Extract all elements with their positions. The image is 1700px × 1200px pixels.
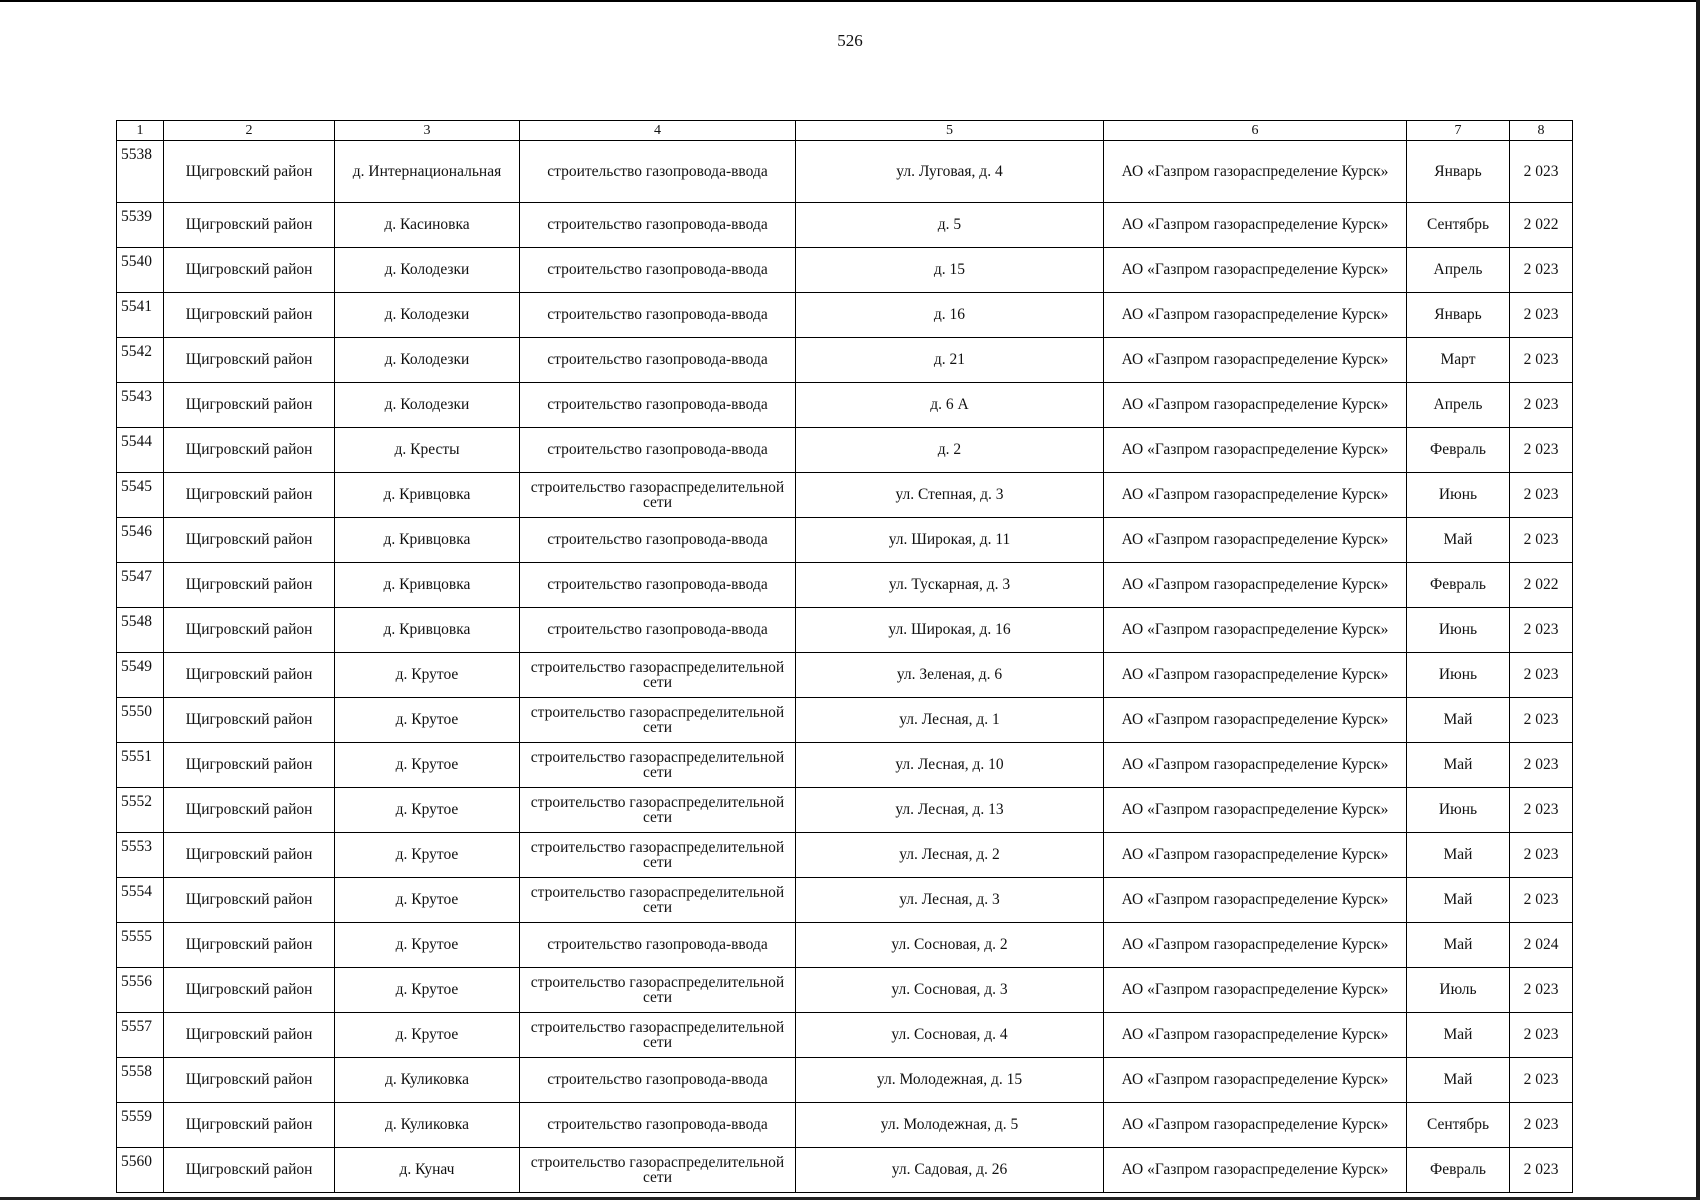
table-row — [117, 141, 1573, 203]
table-row — [117, 743, 1573, 788]
year-cell: 2 023 — [1510, 968, 1573, 1013]
row-number-cell: 5542 — [117, 338, 164, 383]
organization-cell: АО «Газпром газораспределение Курск» — [1104, 1103, 1407, 1148]
organization-cell: АО «Газпром газораспределение Курск» — [1104, 338, 1407, 383]
district-cell: Щигровский район — [164, 1103, 335, 1148]
address-cell: ул. Зеленая, д. 6 — [796, 653, 1104, 698]
month-cell: Февраль — [1407, 563, 1510, 608]
column-header-6: 6 — [1104, 121, 1407, 141]
work-type-cell: строительство газораспределительной сети — [520, 1013, 796, 1058]
table-row — [117, 1148, 1573, 1193]
year-cell: 2 023 — [1510, 518, 1573, 563]
table-row — [117, 338, 1573, 383]
district-cell: Щигровский район — [164, 293, 335, 338]
table-row — [117, 383, 1573, 428]
year-cell: 2 023 — [1510, 338, 1573, 383]
work-type-cell: строительство газораспределительной сети — [520, 968, 796, 1013]
column-header-3: 3 — [335, 121, 520, 141]
year-cell: 2 024 — [1510, 923, 1573, 968]
table-row — [117, 698, 1573, 743]
year-cell: 2 023 — [1510, 1058, 1573, 1103]
settlement-cell: д. Колодезки — [335, 338, 520, 383]
row-number-cell: 5540 — [117, 248, 164, 293]
district-cell: Щигровский район — [164, 428, 335, 473]
settlement-cell: д. Кривцовка — [335, 473, 520, 518]
work-type-cell: строительство газопровода-ввода — [520, 141, 796, 203]
work-type-cell: строительство газопровода-ввода — [520, 1058, 796, 1103]
column-header-1: 1 — [117, 121, 164, 141]
work-type-cell: строительство газопровода-ввода — [520, 293, 796, 338]
row-number-cell: 5558 — [117, 1058, 164, 1103]
district-cell: Щигровский район — [164, 141, 335, 203]
organization-cell: АО «Газпром газораспределение Курск» — [1104, 878, 1407, 923]
row-number-cell: 5550 — [117, 698, 164, 743]
year-cell: 2 023 — [1510, 141, 1573, 203]
address-cell: д. 6 А — [796, 383, 1104, 428]
organization-cell: АО «Газпром газораспределение Курск» — [1104, 473, 1407, 518]
address-cell: ул. Молодежная, д. 15 — [796, 1058, 1104, 1103]
table-row — [117, 293, 1573, 338]
settlement-cell: д. Кривцовка — [335, 563, 520, 608]
year-cell: 2 022 — [1510, 203, 1573, 248]
column-header-8: 8 — [1510, 121, 1573, 141]
settlement-cell: д. Крутое — [335, 923, 520, 968]
address-cell: ул. Лесная, д. 10 — [796, 743, 1104, 788]
month-cell: Июнь — [1407, 788, 1510, 833]
district-cell: Щигровский район — [164, 1148, 335, 1193]
work-type-cell: строительство газораспределительной сети — [520, 1148, 796, 1193]
settlement-cell: д. Кунач — [335, 1148, 520, 1193]
table-row — [117, 788, 1573, 833]
row-number-cell: 5546 — [117, 518, 164, 563]
address-cell: д. 2 — [796, 428, 1104, 473]
row-number-cell: 5556 — [117, 968, 164, 1013]
address-cell: ул. Молодежная, д. 5 — [796, 1103, 1104, 1148]
district-cell: Щигровский район — [164, 653, 335, 698]
row-number-cell: 5545 — [117, 473, 164, 518]
organization-cell: АО «Газпром газораспределение Курск» — [1104, 653, 1407, 698]
month-cell: Февраль — [1407, 1148, 1510, 1193]
work-type-cell: строительство газораспределительной сети — [520, 653, 796, 698]
row-number-cell: 5555 — [117, 923, 164, 968]
address-cell: ул. Луговая, д. 4 — [796, 141, 1104, 203]
organization-cell: АО «Газпром газораспределение Курск» — [1104, 203, 1407, 248]
table-row — [117, 968, 1573, 1013]
address-cell: д. 16 — [796, 293, 1104, 338]
district-cell: Щигровский район — [164, 878, 335, 923]
year-cell: 2 023 — [1510, 1103, 1573, 1148]
district-cell: Щигровский район — [164, 563, 335, 608]
column-header-4: 4 — [520, 121, 796, 141]
row-number-cell: 5553 — [117, 833, 164, 878]
organization-cell: АО «Газпром газораспределение Курск» — [1104, 788, 1407, 833]
table-row — [117, 428, 1573, 473]
year-cell: 2 023 — [1510, 788, 1573, 833]
work-type-cell: строительство газопровода-ввода — [520, 563, 796, 608]
address-cell: ул. Степная, д. 3 — [796, 473, 1104, 518]
month-cell: Июнь — [1407, 608, 1510, 653]
month-cell: Апрель — [1407, 383, 1510, 428]
month-cell: Июнь — [1407, 473, 1510, 518]
row-number-cell: 5543 — [117, 383, 164, 428]
row-number-cell: 5560 — [117, 1148, 164, 1193]
month-cell: Сентябрь — [1407, 1103, 1510, 1148]
district-cell: Щигровский район — [164, 608, 335, 653]
table-body — [117, 121, 1573, 1193]
register-table — [116, 120, 1573, 1193]
row-number-cell: 5547 — [117, 563, 164, 608]
row-number-cell: 5559 — [117, 1103, 164, 1148]
organization-cell: АО «Газпром газораспределение Курск» — [1104, 428, 1407, 473]
row-number-cell: 5557 — [117, 1013, 164, 1058]
row-number-cell: 5549 — [117, 653, 164, 698]
organization-cell: АО «Газпром газораспределение Курск» — [1104, 923, 1407, 968]
month-cell: Май — [1407, 698, 1510, 743]
year-cell: 2 023 — [1510, 293, 1573, 338]
work-type-cell: строительство газораспределительной сети — [520, 698, 796, 743]
month-cell: Май — [1407, 518, 1510, 563]
year-cell: 2 022 — [1510, 563, 1573, 608]
organization-cell: АО «Газпром газораспределение Курск» — [1104, 518, 1407, 563]
settlement-cell: д. Крутое — [335, 878, 520, 923]
settlement-cell: д. Колодезки — [335, 383, 520, 428]
organization-cell: АО «Газпром газораспределение Курск» — [1104, 383, 1407, 428]
table-row — [117, 563, 1573, 608]
address-cell: ул. Сосновая, д. 3 — [796, 968, 1104, 1013]
settlement-cell: д. Колодезки — [335, 293, 520, 338]
address-cell: ул. Лесная, д. 1 — [796, 698, 1104, 743]
settlement-cell: д. Кривцовка — [335, 518, 520, 563]
column-header-7: 7 — [1407, 121, 1510, 141]
month-cell: Сентябрь — [1407, 203, 1510, 248]
settlement-cell: д. Кривцовка — [335, 608, 520, 653]
table-row — [117, 1103, 1573, 1148]
district-cell: Щигровский район — [164, 833, 335, 878]
organization-cell: АО «Газпром газораспределение Курск» — [1104, 608, 1407, 653]
organization-cell: АО «Газпром газораспределение Курск» — [1104, 1013, 1407, 1058]
work-type-cell: строительство газораспределительной сети — [520, 473, 796, 518]
row-number-cell: 5548 — [117, 608, 164, 653]
district-cell: Щигровский район — [164, 923, 335, 968]
settlement-cell: д. Крутое — [335, 968, 520, 1013]
address-cell: д. 21 — [796, 338, 1104, 383]
year-cell: 2 023 — [1510, 878, 1573, 923]
column-number-row — [117, 121, 1573, 141]
settlement-cell: д. Крутое — [335, 698, 520, 743]
month-cell: Июнь — [1407, 653, 1510, 698]
year-cell: 2 023 — [1510, 1148, 1573, 1193]
district-cell: Щигровский район — [164, 518, 335, 563]
district-cell: Щигровский район — [164, 203, 335, 248]
district-cell: Щигровский район — [164, 788, 335, 833]
settlement-cell: д. Крутое — [335, 653, 520, 698]
month-cell: Январь — [1407, 293, 1510, 338]
column-header-2: 2 — [164, 121, 335, 141]
organization-cell: АО «Газпром газораспределение Курск» — [1104, 563, 1407, 608]
month-cell: Апрель — [1407, 248, 1510, 293]
column-header-5: 5 — [796, 121, 1104, 141]
row-number-cell: 5539 — [117, 203, 164, 248]
scan-edge-top — [0, 0, 1700, 2]
address-cell: ул. Широкая, д. 11 — [796, 518, 1104, 563]
year-cell: 2 023 — [1510, 608, 1573, 653]
year-cell: 2 023 — [1510, 473, 1573, 518]
table-row — [117, 923, 1573, 968]
year-cell: 2 023 — [1510, 743, 1573, 788]
table-row — [117, 248, 1573, 293]
organization-cell: АО «Газпром газораспределение Курск» — [1104, 698, 1407, 743]
settlement-cell: д. Крутое — [335, 743, 520, 788]
organization-cell: АО «Газпром газораспределение Курск» — [1104, 1058, 1407, 1103]
month-cell: Май — [1407, 1058, 1510, 1103]
district-cell: Щигровский район — [164, 383, 335, 428]
year-cell: 2 023 — [1510, 833, 1573, 878]
month-cell: Июль — [1407, 968, 1510, 1013]
work-type-cell: строительство газопровода-ввода — [520, 518, 796, 563]
address-cell: д. 15 — [796, 248, 1104, 293]
work-type-cell: строительство газопровода-ввода — [520, 428, 796, 473]
settlement-cell: д. Касиновка — [335, 203, 520, 248]
organization-cell: АО «Газпром газораспределение Курск» — [1104, 968, 1407, 1013]
year-cell: 2 023 — [1510, 1013, 1573, 1058]
work-type-cell: строительство газораспределительной сети — [520, 833, 796, 878]
work-type-cell: строительство газопровода-ввода — [520, 338, 796, 383]
row-number-cell: 5552 — [117, 788, 164, 833]
address-cell: ул. Сосновая, д. 4 — [796, 1013, 1104, 1058]
district-cell: Щигровский район — [164, 248, 335, 293]
year-cell: 2 023 — [1510, 698, 1573, 743]
work-type-cell: строительство газопровода-ввода — [520, 1103, 796, 1148]
settlement-cell: д. Куликовка — [335, 1103, 520, 1148]
work-type-cell: строительство газопровода-ввода — [520, 383, 796, 428]
month-cell: Март — [1407, 338, 1510, 383]
settlement-cell: д. Крутое — [335, 788, 520, 833]
address-cell: ул. Широкая, д. 16 — [796, 608, 1104, 653]
month-cell: Май — [1407, 878, 1510, 923]
work-type-cell: строительство газораспределительной сети — [520, 878, 796, 923]
organization-cell: АО «Газпром газораспределение Курск» — [1104, 743, 1407, 788]
address-cell: ул. Тускарная, д. 3 — [796, 563, 1104, 608]
work-type-cell: строительство газораспределительной сети — [520, 788, 796, 833]
table-row — [117, 608, 1573, 653]
settlement-cell: д. Интернациональная — [335, 141, 520, 203]
settlement-cell: д. Крутое — [335, 833, 520, 878]
table-row — [117, 878, 1573, 923]
month-cell: Май — [1407, 1013, 1510, 1058]
settlement-cell: д. Крутое — [335, 1013, 520, 1058]
settlement-cell: д. Колодезки — [335, 248, 520, 293]
district-cell: Щигровский район — [164, 473, 335, 518]
address-cell: ул. Лесная, д. 3 — [796, 878, 1104, 923]
organization-cell: АО «Газпром газораспределение Курск» — [1104, 248, 1407, 293]
address-cell: д. 5 — [796, 203, 1104, 248]
table-row — [117, 833, 1573, 878]
year-cell: 2 023 — [1510, 383, 1573, 428]
table-row — [117, 203, 1573, 248]
row-number-cell: 5554 — [117, 878, 164, 923]
work-type-cell: строительство газопровода-ввода — [520, 608, 796, 653]
district-cell: Щигровский район — [164, 968, 335, 1013]
table-row — [117, 653, 1573, 698]
table-row — [117, 473, 1573, 518]
month-cell: Январь — [1407, 141, 1510, 203]
organization-cell: АО «Газпром газораспределение Курск» — [1104, 293, 1407, 338]
district-cell: Щигровский район — [164, 1013, 335, 1058]
month-cell: Май — [1407, 923, 1510, 968]
settlement-cell: д. Кресты — [335, 428, 520, 473]
organization-cell: АО «Газпром газораспределение Курск» — [1104, 1148, 1407, 1193]
work-type-cell: строительство газораспределительной сети — [520, 743, 796, 788]
organization-cell: АО «Газпром газораспределение Курск» — [1104, 833, 1407, 878]
row-number-cell: 5538 — [117, 141, 164, 203]
table-row — [117, 1013, 1573, 1058]
work-type-cell: строительство газопровода-ввода — [520, 203, 796, 248]
table-row — [117, 518, 1573, 563]
address-cell: ул. Сосновая, д. 2 — [796, 923, 1104, 968]
address-cell: ул. Садовая, д. 26 — [796, 1148, 1104, 1193]
year-cell: 2 023 — [1510, 248, 1573, 293]
row-number-cell: 5551 — [117, 743, 164, 788]
month-cell: Май — [1407, 833, 1510, 878]
district-cell: Щигровский район — [164, 1058, 335, 1103]
district-cell: Щигровский район — [164, 743, 335, 788]
year-cell: 2 023 — [1510, 428, 1573, 473]
page-number: 526 — [837, 31, 863, 50]
year-cell: 2 023 — [1510, 653, 1573, 698]
district-cell: Щигровский район — [164, 698, 335, 743]
address-cell: ул. Лесная, д. 13 — [796, 788, 1104, 833]
scan-edge-right — [1696, 0, 1700, 1200]
organization-cell: АО «Газпром газораспределение Курск» — [1104, 141, 1407, 203]
work-type-cell: строительство газопровода-ввода — [520, 923, 796, 968]
work-type-cell: строительство газопровода-ввода — [520, 248, 796, 293]
month-cell: Май — [1407, 743, 1510, 788]
row-number-cell: 5541 — [117, 293, 164, 338]
month-cell: Февраль — [1407, 428, 1510, 473]
district-cell: Щигровский район — [164, 338, 335, 383]
settlement-cell: д. Куликовка — [335, 1058, 520, 1103]
table-row — [117, 1058, 1573, 1103]
row-number-cell: 5544 — [117, 428, 164, 473]
address-cell: ул. Лесная, д. 2 — [796, 833, 1104, 878]
